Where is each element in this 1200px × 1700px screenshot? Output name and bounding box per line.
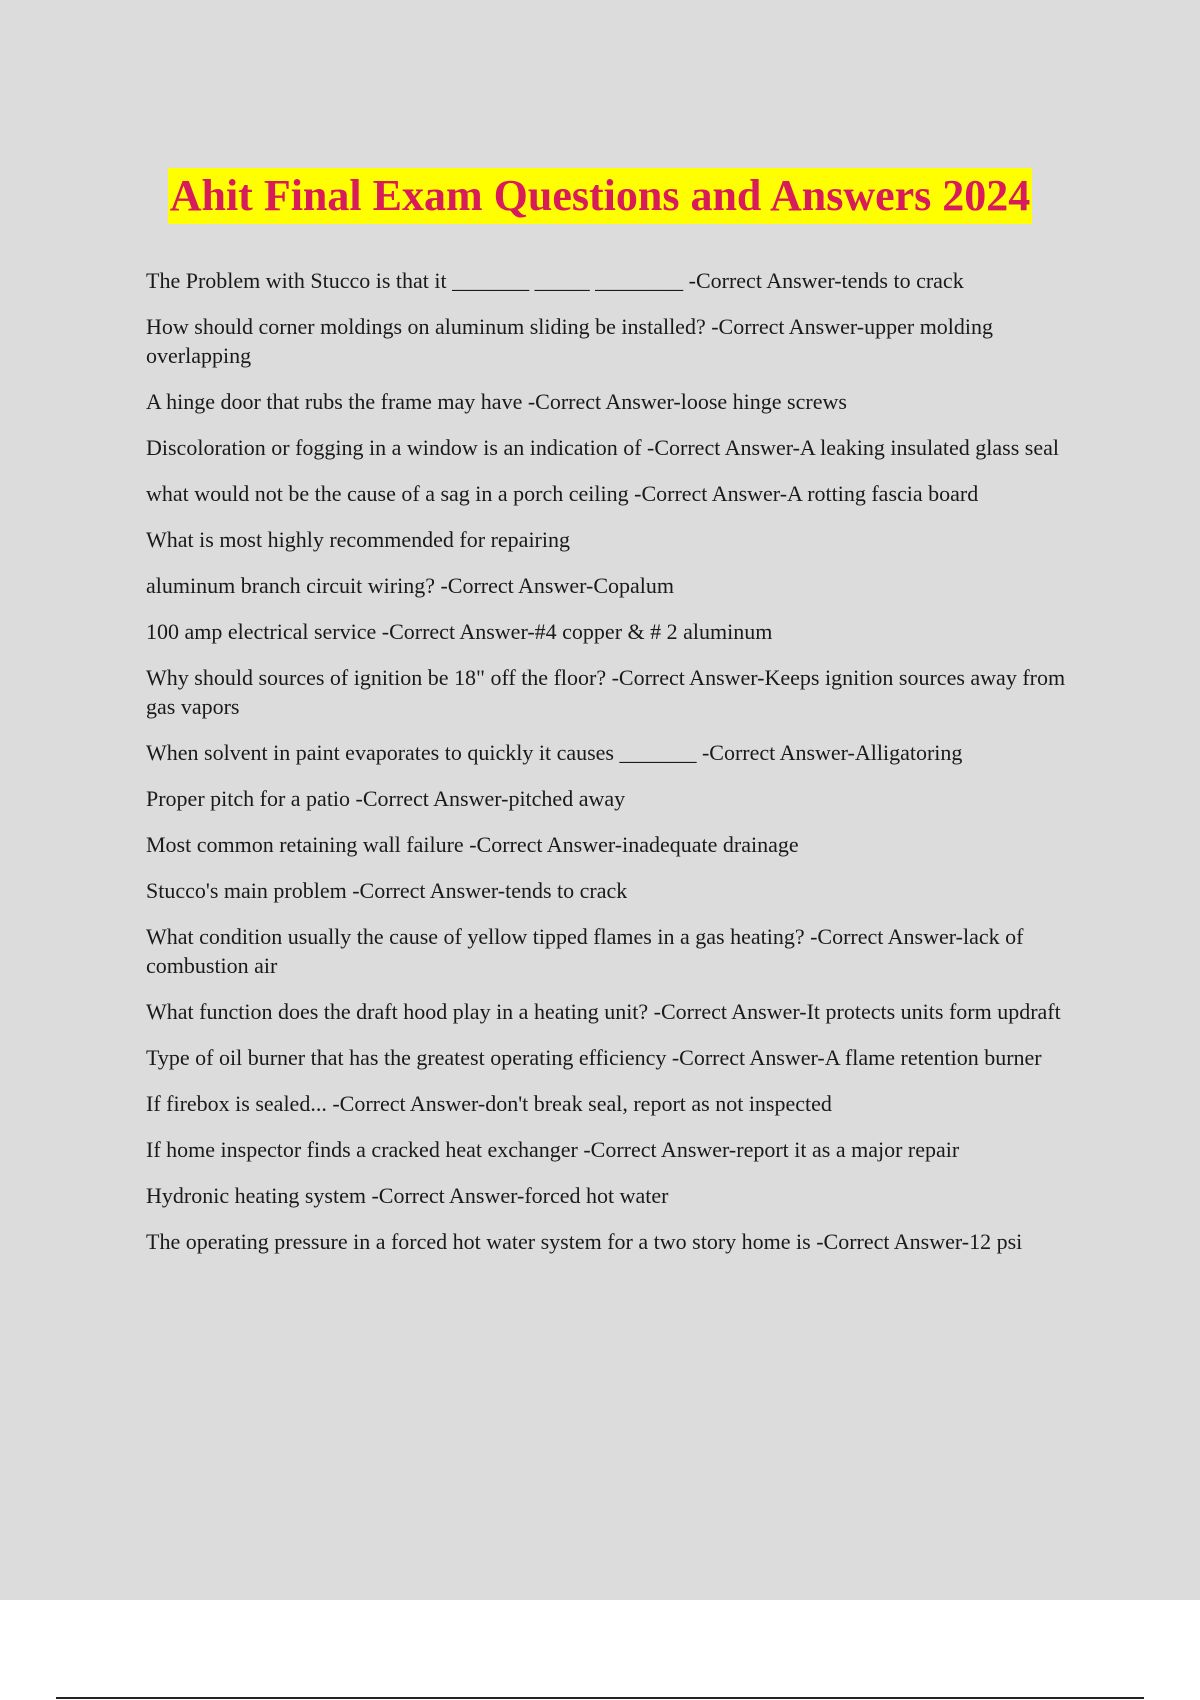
qa-item: The Problem with Stucco is that it _______ _____ ________ -Correct Answer-tends to crack	[146, 268, 964, 293]
qa-item: A hinge door that rubs the frame may have -Correct Answer-loose hinge screws	[146, 389, 847, 414]
qa-item: When solvent in paint evaporates to quickly it causes _______ -Correct Answer-Alligatoring	[146, 740, 963, 765]
qa-item: What condition usually the cause of yellow tipped flames in a gas heating? -Correct Answer-lack of combustion air	[146, 924, 1024, 978]
qa-item: Type of oil burner that has the greatest operating efficiency -Correct Answer-A flame retention burner	[146, 1045, 1042, 1070]
qa-item: What function does the draft hood play in a heating unit? -Correct Answer-It protects units form updraft	[146, 999, 1061, 1024]
footer-divider	[56, 1697, 1144, 1699]
qa-item: Most common retaining wall failure -Correct Answer-inadequate drainage	[146, 832, 799, 857]
qa-item: If firebox is sealed... -Correct Answer-don't break seal, report as not inspected	[146, 1091, 832, 1116]
qa-item: aluminum branch circuit wiring? -Correct Answer-Copalum	[146, 573, 675, 598]
qa-item: Why should sources of ignition be 18" off the floor? -Correct Answer-Keeps ignition sources away from gas vapors	[146, 665, 1066, 719]
qa-item: Proper pitch for a patio -Correct Answer-pitched away	[146, 786, 626, 811]
qa-item: How should corner moldings on aluminum sliding be installed? -Correct Answer-upper molding overlapping	[146, 314, 994, 368]
qa-item: Discoloration or fogging in a window is an indication of -Correct Answer-A leaking insulated glass seal	[146, 435, 1059, 460]
title-container	[0, 168, 1200, 224]
qa-item: If home inspector finds a cracked heat exchanger -Correct Answer-report it as a major repair	[146, 1137, 960, 1162]
qa-item: The operating pressure in a forced hot water system for a two story home is -Correct Answer-12 psi	[146, 1229, 1023, 1254]
qa-item: 100 amp electrical service -Correct Answer-#4 copper & # 2 aluminum	[146, 619, 773, 644]
qa-item: What is most highly recommended for repairing	[146, 527, 570, 552]
qa-item: what would not be the cause of a sag in a porch ceiling -Correct Answer-A rotting fascia board	[146, 481, 979, 506]
qa-item: Stucco's main problem -Correct Answer-tends to crack	[146, 878, 628, 903]
page-title: Ahit Final Exam Questions and Answers 2024	[168, 168, 1033, 224]
qa-item: Hydronic heating system -Correct Answer-forced hot water	[146, 1183, 669, 1208]
question-answer-list	[146, 266, 1091, 1273]
